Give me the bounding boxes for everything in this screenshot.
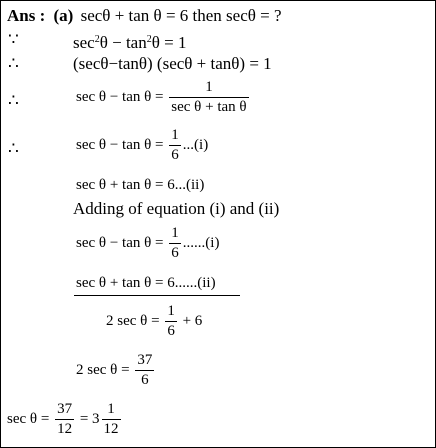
step9-numerator: 37 <box>137 352 153 368</box>
final-numerator: 37 <box>57 401 73 417</box>
step6-tag: ......(i) <box>182 234 220 251</box>
identity-exponent-2: 2 <box>146 34 152 45</box>
step8-fraction <box>165 302 177 341</box>
step8-rhs: + 6 <box>182 312 203 329</box>
step9-equation <box>76 351 156 390</box>
identity-part-1: sec <box>73 33 95 52</box>
step4-equation <box>76 126 208 165</box>
question-text: secθ + tan θ = 6 then secθ = ? <box>80 6 282 25</box>
ans-label: Ans : <box>7 6 46 25</box>
step3-numerator: 1 <box>205 79 213 95</box>
final-mixed-denominator: 12 <box>103 421 119 437</box>
step8-numerator: 1 <box>167 303 175 319</box>
step6-equation <box>76 224 219 263</box>
final-mixed-fraction <box>102 400 121 439</box>
because-symbol: ∵ <box>8 30 19 49</box>
step7-equation: sec θ + tan θ = 6......(ii) <box>76 275 216 291</box>
step6-denominator: 6 <box>171 245 179 261</box>
step4-lhs: sec θ − tan θ = <box>76 136 164 153</box>
step4-fraction <box>169 126 181 165</box>
step6-numerator: 1 <box>171 225 179 241</box>
therefore-symbol-2: ∴ <box>8 91 19 110</box>
step8-denominator: 6 <box>167 323 175 339</box>
addition-rule <box>74 295 240 296</box>
step9-fraction <box>135 351 154 390</box>
final-denominator: 12 <box>57 421 73 437</box>
step6-lhs: sec θ − tan θ = <box>76 234 164 251</box>
final-mid: = 3 <box>79 410 100 427</box>
therefore-symbol-1: ∴ <box>8 54 19 73</box>
answer-header <box>7 6 282 26</box>
step3-fraction <box>169 78 248 117</box>
part-label: (a) <box>53 6 74 25</box>
final-lhs: sec θ = <box>7 410 50 427</box>
step8-lhs: 2 sec θ = <box>106 312 160 329</box>
step3-denominator: sec θ + tan θ <box>171 99 247 115</box>
step4-tag: ...(i) <box>182 136 209 153</box>
step8-equation <box>106 302 202 341</box>
final-equation <box>7 400 123 439</box>
identity-part-3: θ = 1 <box>151 33 187 52</box>
final-fraction <box>55 400 74 439</box>
final-mixed-numerator: 1 <box>107 401 115 417</box>
step9-lhs: 2 sec θ = <box>76 361 130 378</box>
identity-line <box>73 30 186 53</box>
step6-fraction <box>169 224 181 263</box>
step4-numerator: 1 <box>171 127 179 143</box>
adding-text: Adding of equation (i) and (ii) <box>73 199 280 218</box>
step5-equation: sec θ + tan θ = 6...(ii) <box>76 177 205 193</box>
factored-line: (secθ−tanθ) (secθ + tanθ) = 1 <box>73 54 272 73</box>
identity-part-2: θ − tan <box>99 33 147 52</box>
step4-denominator: 6 <box>171 147 179 163</box>
step9-denominator: 6 <box>135 370 154 390</box>
step3-lhs: sec θ − tan θ = <box>76 88 164 105</box>
therefore-symbol-3: ∴ <box>8 139 19 158</box>
identity-exponent-1: 2 <box>94 34 100 45</box>
step3-equation <box>76 78 251 117</box>
